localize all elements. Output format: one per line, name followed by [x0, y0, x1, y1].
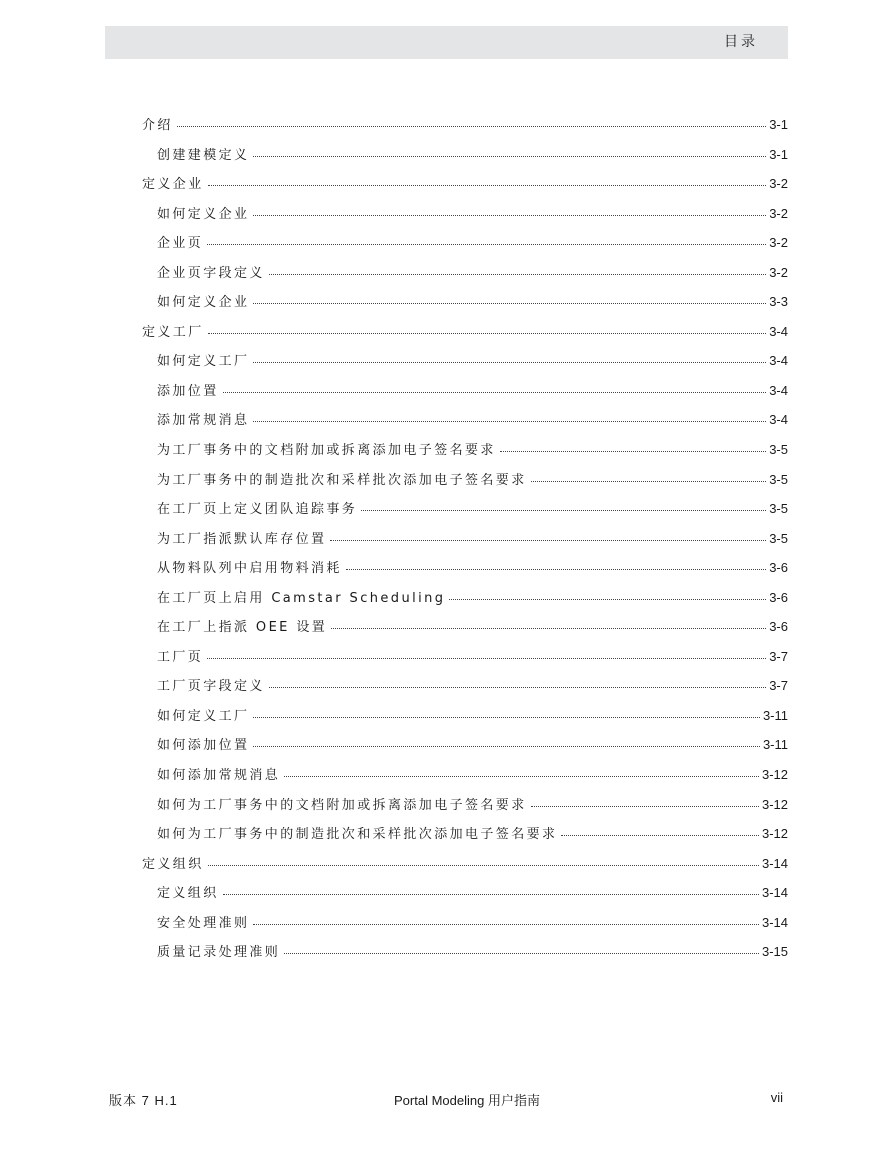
toc-entry-page: 3-14: [761, 855, 788, 871]
toc-entry[interactable]: [142, 350, 788, 380]
toc-entry-page: 3-6: [769, 589, 788, 605]
toc-dot-leader: [330, 530, 766, 541]
toc-entry-page: 3-4: [769, 323, 788, 339]
footer-version: 版本 7 H.1: [109, 1093, 178, 1108]
toc-entry[interactable]: [142, 409, 788, 439]
toc-dot-leader: [207, 648, 766, 659]
toc-dot-leader: [207, 234, 766, 245]
toc-dot-leader: [208, 855, 759, 866]
toc-entry-page: 3-2: [769, 235, 788, 251]
toc-dot-leader: [253, 205, 766, 216]
toc-dot-leader: [253, 914, 759, 925]
toc-entry-page: 3-15: [761, 944, 788, 960]
toc-entry-title: 定义工厂: [142, 324, 204, 340]
toc-entry-title: 如何为工厂事务中的制造批次和采样批次添加电子签名要求: [157, 827, 558, 843]
toc-dot-leader: [346, 559, 766, 570]
toc-dot-leader: [253, 293, 766, 304]
toc-entry-page: 3-14: [761, 914, 788, 930]
toc-entry[interactable]: [142, 941, 788, 971]
toc-dot-leader: [253, 352, 766, 363]
toc-dot-leader: [223, 884, 759, 895]
toc-dot-leader: [269, 677, 766, 688]
table-of-contents: [142, 114, 788, 971]
toc-dot-leader: [284, 943, 759, 954]
toc-entry-page: 3-6: [769, 560, 788, 576]
toc-entry-page: 3-5: [769, 530, 788, 546]
toc-entry-title: 在工厂上指派 OEE 设置: [157, 620, 328, 636]
toc-entry-title: 如何定义企业: [157, 295, 250, 311]
header-bar: [105, 26, 788, 59]
toc-entry[interactable]: [142, 498, 788, 528]
toc-entry[interactable]: [142, 853, 788, 883]
toc-entry-title: 如何为工厂事务中的文档附加或拆离添加电子签名要求: [157, 797, 527, 813]
toc-entry[interactable]: [142, 232, 788, 262]
toc-dot-leader: [269, 264, 766, 275]
toc-entry[interactable]: [142, 675, 788, 705]
toc-dot-leader: [223, 382, 767, 393]
toc-entry[interactable]: [142, 734, 788, 764]
toc-dot-leader: [449, 589, 766, 600]
toc-entry-title: 工厂页: [157, 649, 204, 665]
toc-entry[interactable]: [142, 646, 788, 676]
toc-entry-page: 3-3: [769, 294, 788, 310]
toc-entry-title: 添加常规消息: [157, 413, 250, 429]
toc-entry-title: 为工厂事务中的制造批次和采样批次添加电子签名要求: [157, 472, 527, 488]
footer-doc-title: Portal Modeling 用户指南: [394, 1093, 540, 1108]
toc-entry-page: 3-4: [769, 382, 788, 398]
toc-dot-leader: [561, 825, 759, 836]
toc-entry-title: 定义组织: [142, 856, 204, 872]
toc-entry[interactable]: [142, 144, 788, 174]
toc-dot-leader: [253, 146, 766, 157]
toc-entry[interactable]: [142, 587, 788, 617]
toc-entry[interactable]: [142, 616, 788, 646]
toc-entry[interactable]: [142, 262, 788, 292]
toc-entry-title: 从物料队列中启用物料消耗: [157, 561, 342, 577]
toc-entry-title: 在工厂页上启用 Camstar Scheduling: [157, 590, 446, 606]
toc-entry[interactable]: [142, 380, 788, 410]
toc-entry-title: 质量记录处理准则: [157, 945, 281, 961]
toc-entry[interactable]: [142, 705, 788, 735]
toc-entry-page: 3-7: [769, 678, 788, 694]
toc-dot-leader: [331, 618, 766, 629]
toc-entry-page: 3-2: [769, 176, 788, 192]
toc-entry-title: 企业页字段定义: [157, 265, 265, 281]
toc-dot-leader: [253, 707, 760, 718]
toc-entry[interactable]: [142, 173, 788, 203]
toc-entry-page: 3-5: [769, 471, 788, 487]
toc-dot-leader: [208, 323, 767, 334]
toc-entry[interactable]: [142, 469, 788, 499]
toc-dot-leader: [208, 175, 767, 186]
toc-entry[interactable]: [142, 882, 788, 912]
toc-dot-leader: [253, 736, 760, 747]
toc-entry[interactable]: [142, 764, 788, 794]
toc-entry-title: 定义企业: [142, 177, 204, 193]
toc-entry-title: 工厂页字段定义: [157, 679, 265, 695]
toc-dot-leader: [361, 500, 766, 511]
toc-entry-page: 3-1: [769, 146, 788, 162]
toc-entry-title: 企业页: [157, 236, 204, 252]
toc-entry-title: 为工厂指派默认库存位置: [157, 531, 327, 547]
toc-entry[interactable]: [142, 557, 788, 587]
toc-entry[interactable]: [142, 114, 788, 144]
toc-entry-page: 3-11: [762, 707, 788, 723]
toc-dot-leader: [177, 116, 766, 127]
toc-entry-title: 添加位置: [157, 383, 219, 399]
toc-entry-title: 如何定义工厂: [157, 708, 250, 724]
toc-entry-title: 如何添加位置: [157, 738, 250, 754]
toc-entry[interactable]: [142, 439, 788, 469]
toc-entry-page: 3-2: [769, 264, 788, 280]
toc-entry-page: 3-6: [769, 619, 788, 635]
toc-entry[interactable]: [142, 291, 788, 321]
toc-entry-page: 3-7: [769, 648, 788, 664]
toc-dot-leader: [253, 411, 766, 422]
toc-entry-page: 3-2: [769, 205, 788, 221]
toc-entry-page: 3-12: [761, 826, 788, 842]
toc-entry-title: 如何添加常规消息: [157, 768, 281, 784]
toc-entry-page: 3-12: [761, 796, 788, 812]
toc-dot-leader: [531, 796, 759, 807]
toc-entry-page: 3-12: [761, 767, 788, 783]
toc-dot-leader: [531, 471, 767, 482]
toc-entry-title: 如何定义企业: [157, 206, 250, 222]
toc-entry[interactable]: [142, 321, 788, 351]
toc-entry[interactable]: [142, 203, 788, 233]
toc-entry-page: 3-1: [769, 117, 788, 132]
toc-dot-leader: [500, 441, 766, 452]
toc-entry-title: 为工厂事务中的文档附加或拆离添加电子签名要求: [157, 443, 496, 459]
toc-entry[interactable]: [142, 528, 788, 558]
toc-entry-page: 3-5: [769, 442, 788, 458]
footer-page-number: vii: [770, 1090, 783, 1105]
toc-entry[interactable]: [142, 912, 788, 942]
toc-entry-title: 如何定义工厂: [157, 354, 250, 370]
toc-entry-title: 介绍: [142, 118, 173, 133]
toc-entry-title: 安全处理准则: [157, 915, 250, 931]
toc-entry-title: 创建建模定义: [157, 147, 250, 163]
toc-entry[interactable]: [142, 794, 788, 824]
toc-entry-page: 3-4: [769, 353, 788, 369]
toc-entry[interactable]: [142, 823, 788, 853]
toc-entry-page: 3-11: [762, 737, 788, 753]
toc-entry-page: 3-4: [769, 412, 788, 428]
toc-entry-title: 在工厂页上定义团队追踪事务: [157, 502, 358, 518]
toc-entry-title: 定义组织: [157, 886, 219, 902]
toc-entry-page: 3-5: [769, 501, 788, 517]
page-title: 目录: [724, 34, 758, 50]
toc-dot-leader: [284, 766, 759, 777]
toc-entry-page: 3-14: [761, 885, 788, 901]
